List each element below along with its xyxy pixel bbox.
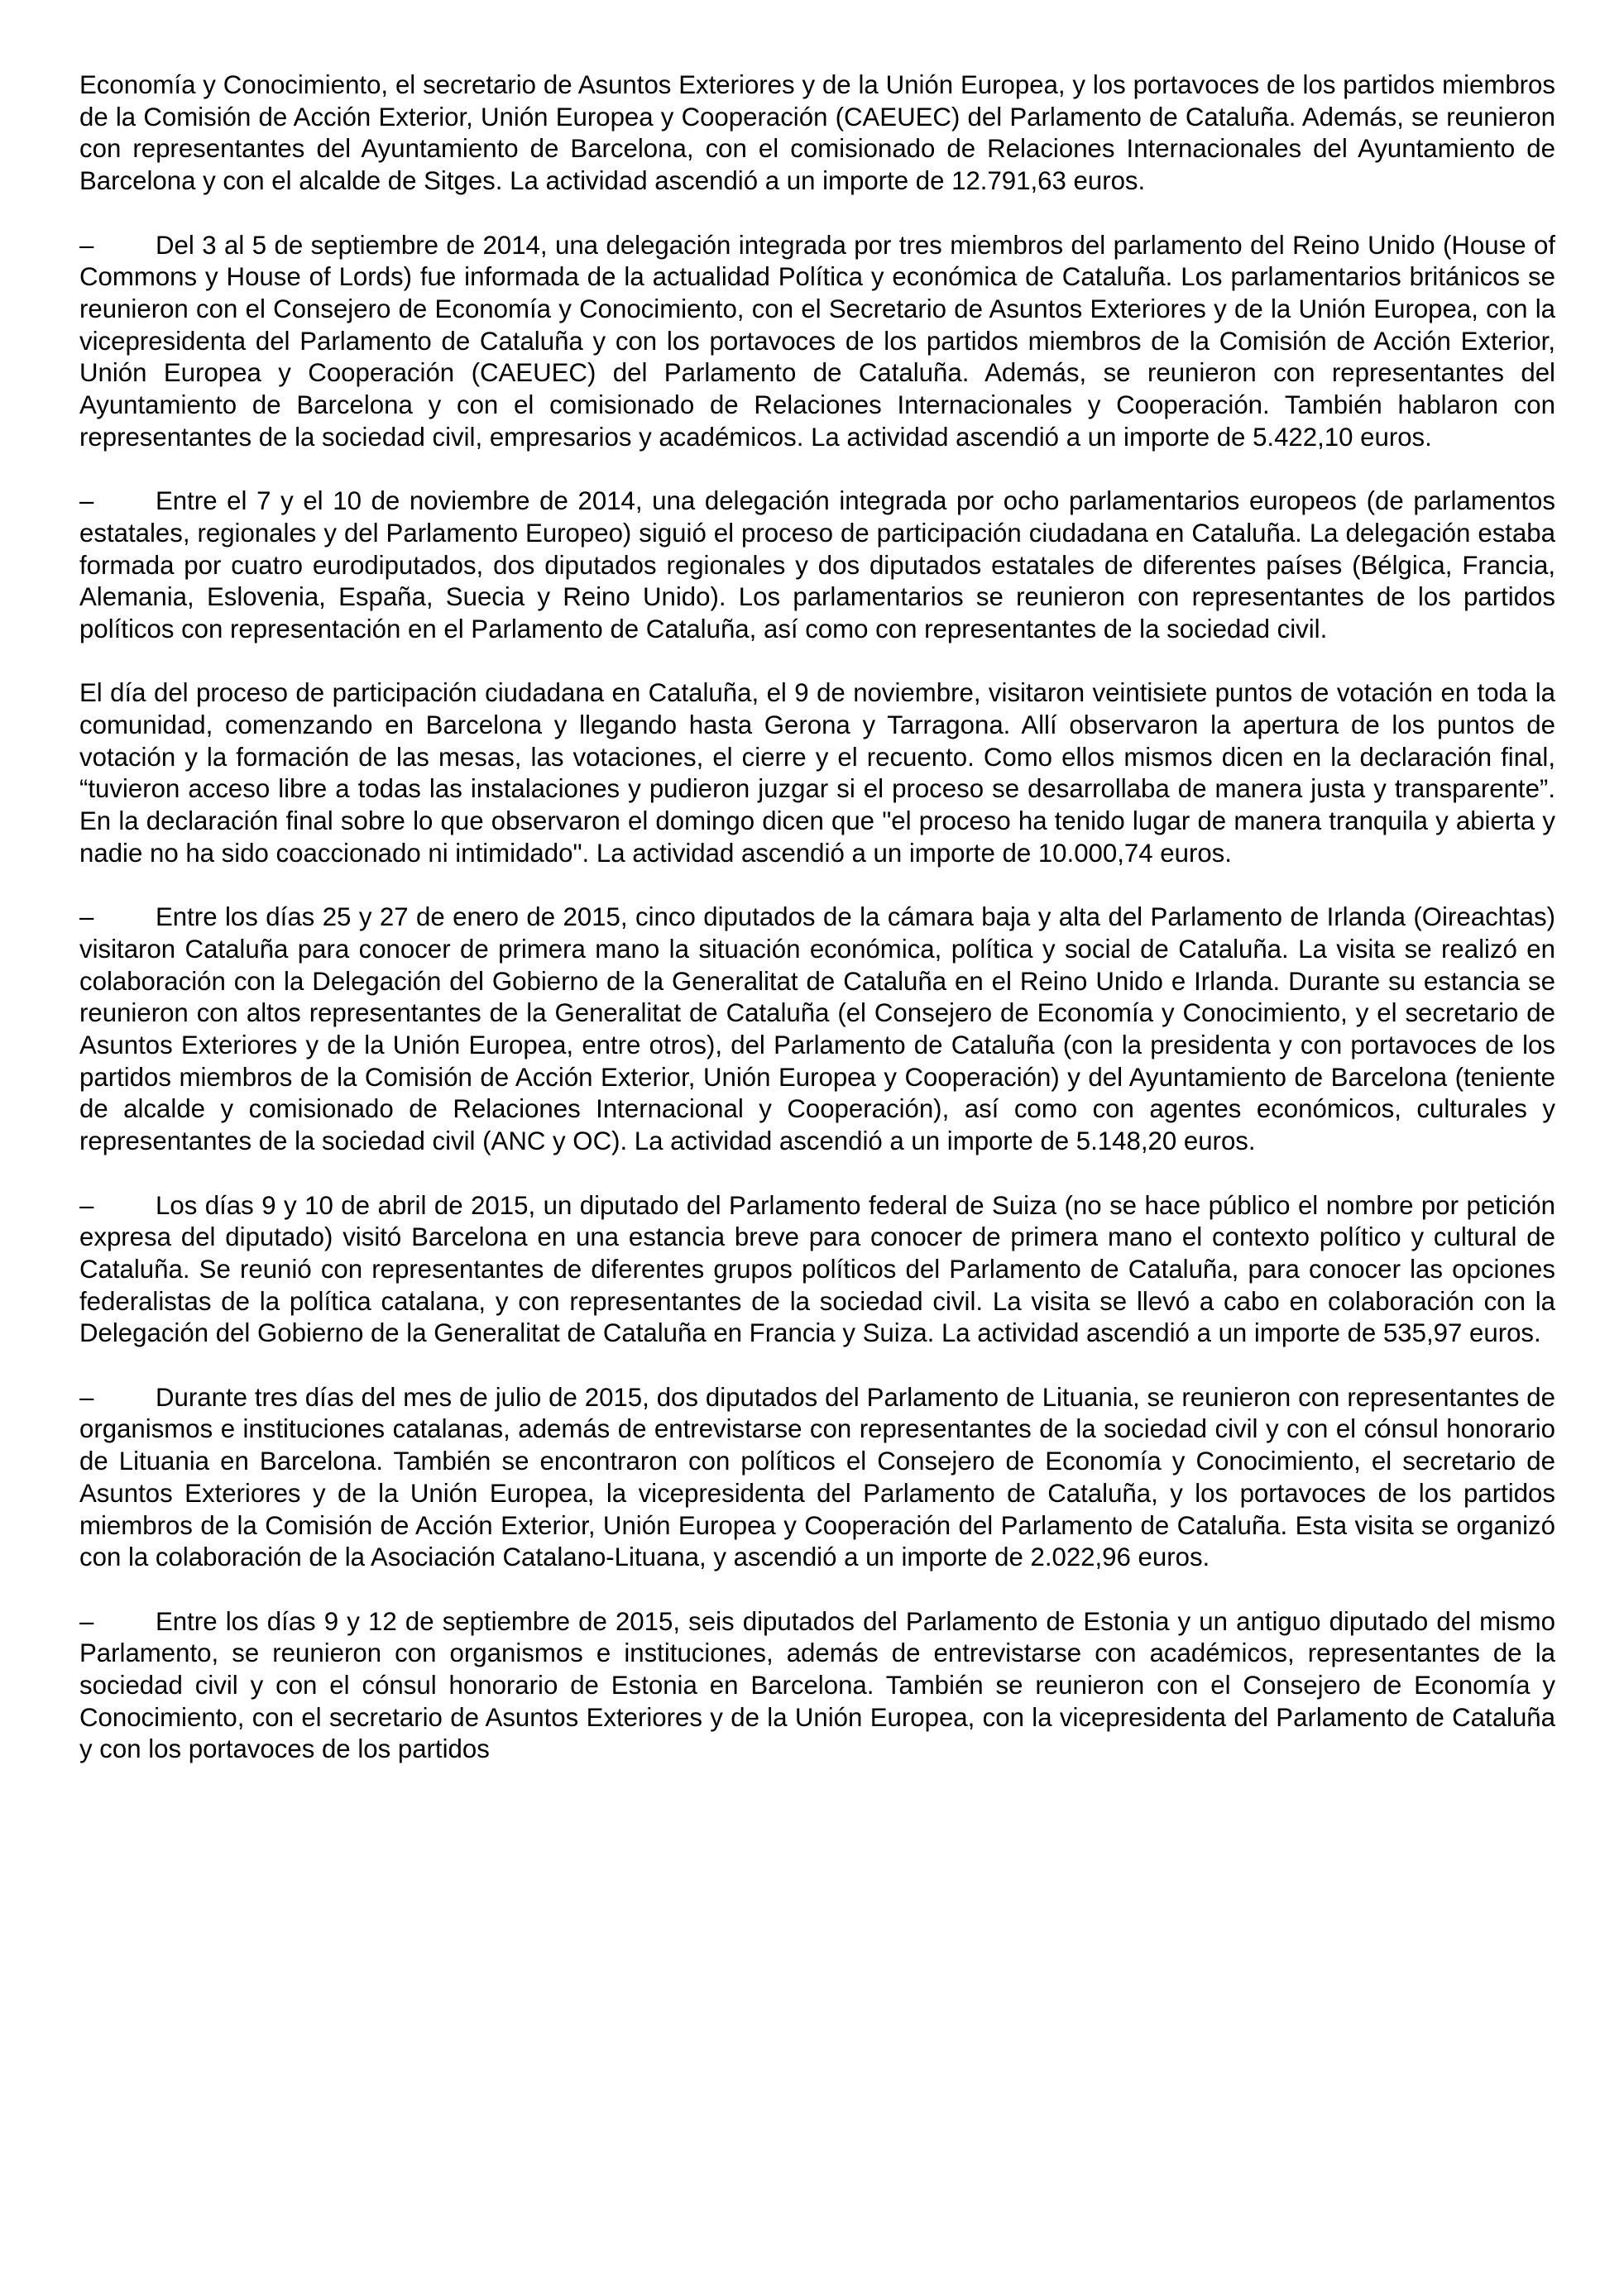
dash-bullet: – <box>79 1382 94 1412</box>
paragraph-caeuec-continuation <box>79 69 1555 198</box>
dash-bullet: – <box>79 902 94 932</box>
paragraph-uk-delegation <box>79 230 1555 454</box>
paragraph-text: Economía y Conocimiento, el secretario de Asuntos Exteriores y de la Unión Europea, y los portavoces de los partidos miembros de la Comisión de Acción Exterior, Unión Europea y Cooperación (CAEUEC) del Parlamento de Cataluña. Además, se reunieron con representantes del Ayuntamiento de Barcelona, con el comisionado de Relaciones Internacionales del Ayuntamiento de Barcelona y con el alcalde de Sitges. La actividad ascendió a un importe de 12.791,63 euros. <box>79 70 1555 196</box>
paragraph-voting-day <box>79 677 1555 869</box>
document-page <box>79 69 1555 1766</box>
dash-bullet: – <box>79 1190 94 1220</box>
paragraph-ireland-delegation <box>79 902 1555 1158</box>
paragraph-lithuania-visit <box>79 1382 1555 1574</box>
paragraph-text: Del 3 al 5 de septiembre de 2014, una delegación integrada por tres miembros del parlamento del Reino Unido (House of Commons y House of Lords) fue informada de la actualidad Política y económica de Cataluña. Los parlamentarios británicos se reunieron con el Consejero de Economía y Conocimiento, con el Secretario de Asuntos Exteriores y de la Unión Europea, con la vicepresidenta del Parlamento de Cataluña y con los portavoces de los partidos miembros de la Comisión de Acción Exterior, Unión Europea y Cooperación (CAEUEC) del Parlamento de Cataluña. Además, se reunieron con representantes del Ayuntamiento de Barcelona y con el comisionado de Relaciones Internacionales y Cooperación. También hablaron con representantes de la sociedad civil, empresarios y académicos. La actividad ascendió a un importe de 5.422,10 euros. <box>79 230 1555 452</box>
paragraph-text: Durante tres días del mes de julio de 2015, dos diputados del Parlamento de Lituania, se reunieron con representantes de organismos e instituciones catalanas, además de entrevistarse con representantes de la sociedad civil y con el cónsul honorario de Lituania en Barcelona. También se encontraron con políticos el Consejero de Economía y Conocimiento, el secretario de Asuntos Exteriores y de la Unión Europea, la vicepresidenta del Parlamento de Cataluña, y los portavoces de los partidos miembros de la Comisión de Acción Exterior, Unión Europea y Cooperación del Parlamento de Cataluña. Esta visita se organizó con la colaboración de la Asociación Catalano-Lituana, y ascendió a un importe de 2.022,96 euros. <box>79 1382 1555 1572</box>
paragraph-european-delegation <box>79 486 1555 646</box>
paragraph-estonia-visit <box>79 1606 1555 1767</box>
paragraph-switzerland-visit <box>79 1190 1555 1351</box>
paragraph-text: Entre los días 9 y 12 de septiembre de 2015, seis diputados del Parlamento de Estonia y un antiguo diputado del mismo Parlamento, se reunieron con organismos e instituciones, además de entrevistarse con académicos, representantes de la sociedad civil y con el cónsul honorario de Estonia en Barcelona. También se reunieron con el Consejero de Economía y Conocimiento, con el secretario de Asuntos Exteriores y de la Unión Europea, con la vicepresidenta del Parlamento de Cataluña y con los portavoces de los partidos <box>79 1606 1555 1764</box>
dash-bullet: – <box>79 1606 94 1636</box>
dash-bullet: – <box>79 230 94 260</box>
paragraph-text: Los días 9 y 10 de abril de 2015, un diputado del Parlamento federal de Suiza (no se hace público el nombre por petición expresa del diputado) visitó Barcelona en una estancia breve para conocer de primera mano el contexto político y cultural de Cataluña. Se reunió con representantes de diferentes grupos políticos del Parlamento de Cataluña, para conocer las opciones federalistas de la política catalana, y con representantes de la sociedad civil. La visita se llevó a cabo en colaboración con la Delegación del Gobierno de la Generalitat de Cataluña en Francia y Suiza. La actividad ascendió a un importe de 535,97 euros. <box>79 1190 1555 1348</box>
paragraph-text: Entre los días 25 y 27 de enero de 2015, cinco diputados de la cámara baja y alta del Parlamento de Irlanda (Oireachtas) visitaron Cataluña para conocer de primera mano la situación económica, política y social de Cataluña. La visita se realizó en colaboración con la Delegación del Gobierno de la Generalitat de Cataluña en el Reino Unido e Irlanda. Durante su estancia se reunieron con altos representantes de la Generalitat de Cataluña (el Consejero de Economía y Conocimiento, y el secretario de Asuntos Exteriores y de la Unión Europea, entre otros), del Parlamento de Cataluña (con la presidenta y con portavoces de los partidos miembros de la Comisión de Acción Exterior, Unión Europea y Cooperación) y del Ayuntamiento de Barcelona (teniente de alcalde y comisionado de Relaciones Internacional y Cooperación), así como con agentes económicos, culturales y representantes de la sociedad civil (ANC y OC). La actividad ascendió a un importe de 5.148,20 euros. <box>79 902 1555 1156</box>
paragraph-text: Entre el 7 y el 10 de noviembre de 2014, una delegación integrada por ocho parlamentarios europeos (de parlamentos estatales, regionales y del Parlamento Europeo) siguió el proceso de participación ciudadana en Cataluña. La delegación estaba formada por cuatro eurodiputados, dos diputados regionales y dos diputados estatales de diferentes países (Bélgica, Francia, Alemania, Eslovenia, España, Suecia y Reino Unido). Los parlamentarios se reunieron con representantes de los partidos políticos con representación en el Parlamento de Cataluña, así como con representantes de la sociedad civil. <box>79 486 1555 643</box>
paragraph-text: El día del proceso de participación ciudadana en Cataluña, el 9 de noviembre, visitaron veintisiete puntos de votación en toda la comunidad, comenzando en Barcelona y llegando hasta Gerona y Tarragona. Allí observaron la apertura de los puntos de votación y la formación de las mesas, las votaciones, el cierre y el recuento. Como ellos mismos dicen en la declaración final, “tuvieron acceso libre a todas las instalaciones y pudieron juzgar si el proceso se desarrollaba de manera justa y transparente”. En la declaración final sobre lo que observaron el domingo dicen que "el proceso ha tenido lugar de manera tranquila y abierta y nadie no ha sido coaccionado ni intimidado". La actividad ascendió a un importe de 10.000,74 euros. <box>79 678 1555 868</box>
dash-bullet: – <box>79 486 94 516</box>
